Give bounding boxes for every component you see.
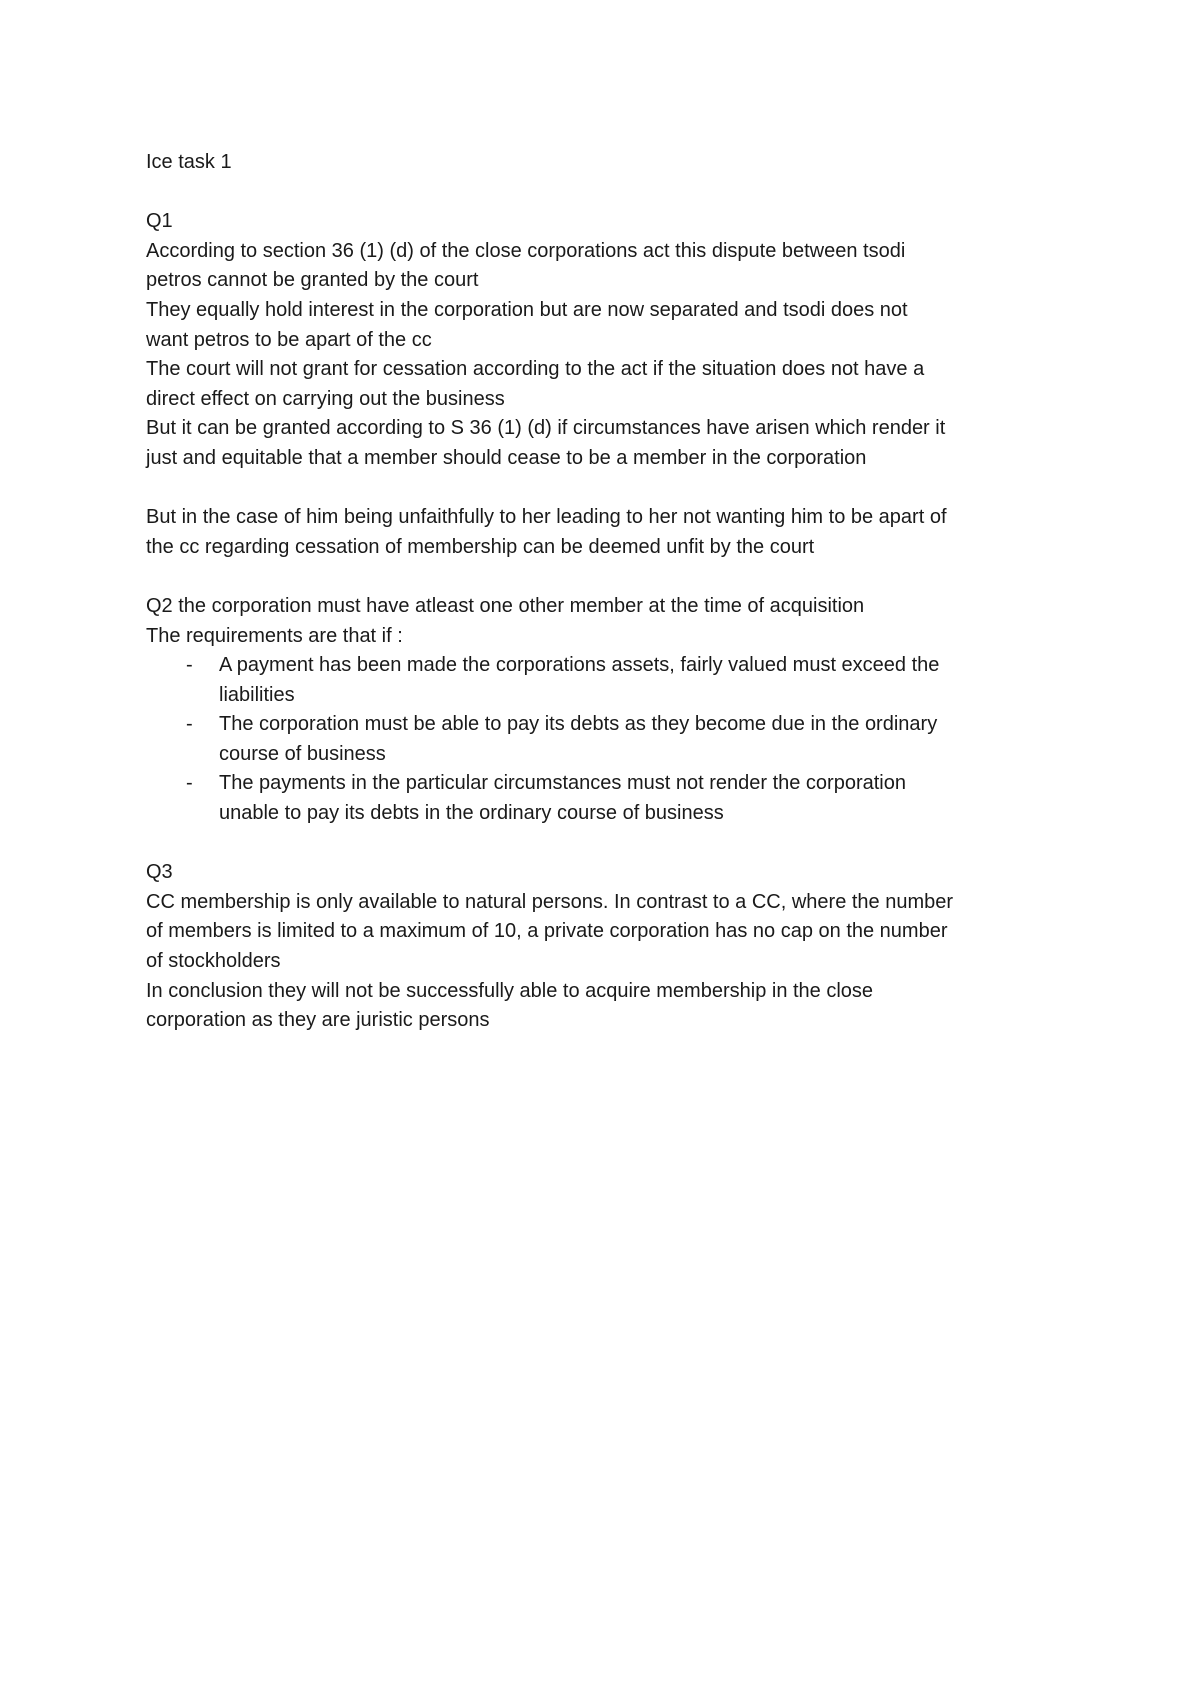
q1-paragraph-line: the cc regarding cessation of membership can be deemed unfit by the court <box>146 535 815 558</box>
q3-line: corporation as they are juristic persons <box>146 1009 490 1032</box>
q1-paragraph-line: But in the case of him being unfaithfully to her leading to her not wanting him to be apart of <box>146 506 947 529</box>
list-item <box>146 651 1066 710</box>
q3-line: of stockholders <box>146 950 281 973</box>
spacer <box>146 178 1066 208</box>
q3-line: CC membership is only available to natural persons. In contrast to a CC, where the number <box>146 890 954 913</box>
bullet-marker: - <box>186 654 193 677</box>
q2-heading-line: Q2 the corporation must have atleast one other member at the time of acquisition <box>146 594 865 617</box>
q1-line: But it can be granted according to S 36 (1) (d) if circumstances have arisen which render it <box>146 417 946 440</box>
document-body <box>146 148 1066 1036</box>
list-item-line: course of business <box>219 742 386 765</box>
q1-line: The court will not grant for cessation according to the act if the situation does not have a <box>146 358 925 381</box>
q3-line: In conclusion they will not be successfully able to acquire membership in the close <box>146 979 874 1002</box>
spacer <box>146 474 1066 504</box>
q1-line: petros cannot be granted by the court <box>146 269 479 292</box>
list-item-line: The corporation must be able to pay its debts as they become due in the ordinary <box>219 713 938 736</box>
q1-line: just and equitable that a member should cease to be a member in the corporation <box>146 446 867 469</box>
q1-line: direct effect on carrying out the business <box>146 387 505 410</box>
q3-line: of members is limited to a maximum of 10, a private corporation has no cap on the number <box>146 920 948 943</box>
q1-heading: Q1 <box>146 210 173 233</box>
list-item-line: unable to pay its debts in the ordinary course of business <box>219 802 724 825</box>
q3-heading: Q3 <box>146 861 173 884</box>
document-title: Ice task 1 <box>146 151 232 173</box>
spacer <box>146 829 1066 859</box>
spacer <box>146 562 1066 592</box>
list-item <box>146 710 1066 769</box>
q2-requirements-list <box>146 651 1066 829</box>
bullet-marker: - <box>186 772 193 795</box>
list-item-line: The payments in the particular circumstances must not render the corporation <box>219 772 906 795</box>
q1-line: want petros to be apart of the cc <box>146 328 432 351</box>
list-item-line: liabilities <box>219 683 295 706</box>
q2-intro: The requirements are that if : <box>146 624 403 647</box>
q1-line: According to section 36 (1) (d) of the close corporations act this dispute between tsodi <box>146 239 906 262</box>
q1-line: They equally hold interest in the corporation but are now separated and tsodi does not <box>146 298 908 321</box>
list-item <box>146 769 1066 828</box>
bullet-marker: - <box>186 713 193 736</box>
list-item-line: A payment has been made the corporations assets, fairly valued must exceed the <box>219 654 940 677</box>
